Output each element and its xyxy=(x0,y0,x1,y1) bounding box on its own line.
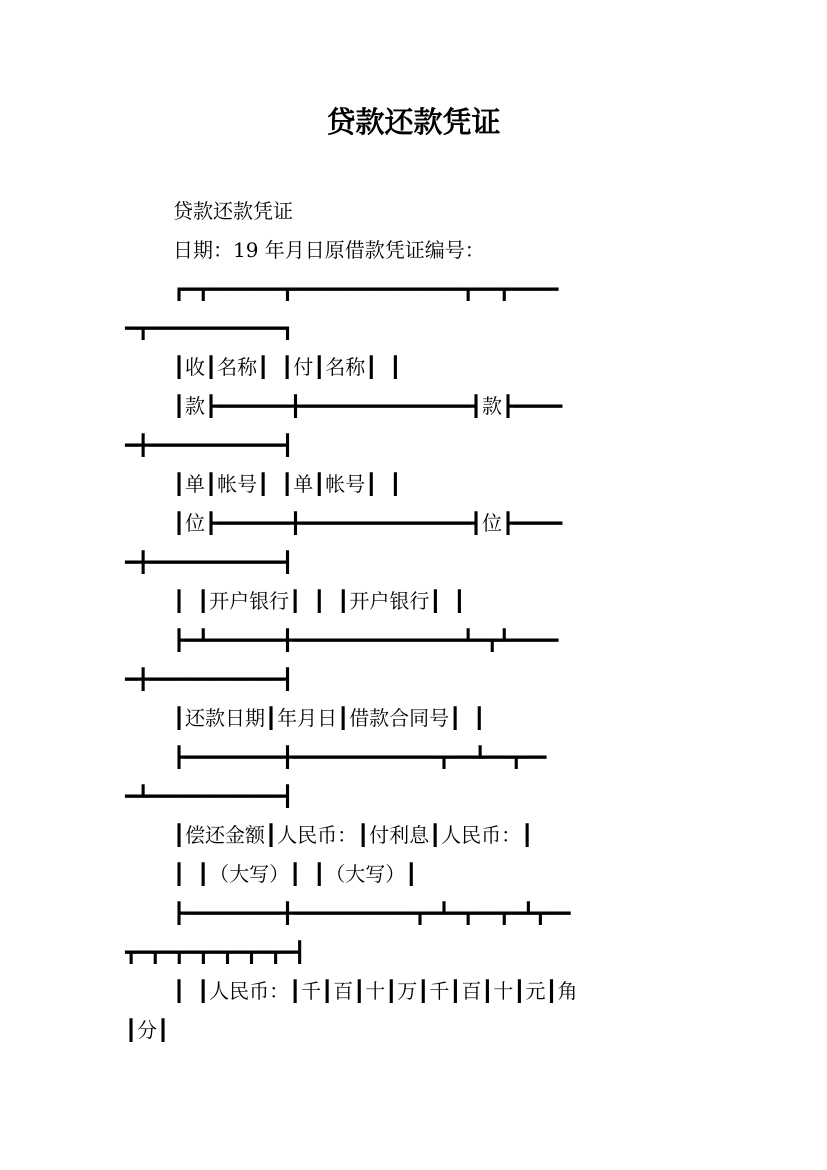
document-title: 贷款还款凭证 xyxy=(326,105,501,139)
table-line: ┃分┃ xyxy=(125,1018,170,1042)
table-line: ━┻━━━━━━━━━━━┫ xyxy=(125,784,294,808)
table-line: ━╋━━━━━━━━━━━┫ xyxy=(125,433,294,457)
table-line: ┃单┃帐号┃ ┃单┃帐号┃ ┃ xyxy=(173,472,402,496)
table-line: ┃收┃名称┃ ┃付┃名称┃ ┃ xyxy=(173,355,402,379)
subtitle-line: 贷款还款凭证 xyxy=(173,199,293,223)
table-line: ┣━┻━━━━━━╋━━━━━━━━━━━━━━┻━┳┻━━━━ xyxy=(173,628,559,652)
table-line: ┣━━━━━━━━╋━━━━━━━━━━┳━┻━┳━━┳━┻┳━━ xyxy=(173,901,571,925)
table-line: ┃款┣━━━━━━╋━━━━━━━━━━━━━━┫款┣━━━━ xyxy=(173,394,563,418)
table-line: ┃ ┃人民币：┃千┃百┃十┃万┃千┃百┃十┃元┃角 xyxy=(173,979,578,1003)
table-line: ┃ ┃开户银行┃ ┃ ┃开户银行┃ ┃ xyxy=(173,589,466,613)
date-line: 日期：19 年月日原借款凭证编号： xyxy=(173,238,485,262)
table-line: ━╋━━━━━━━━━━━┫ xyxy=(125,667,294,691)
table-line: ━╋━━━━━━━━━━━┫ xyxy=(125,550,294,574)
table-line: ┃位┣━━━━━━╋━━━━━━━━━━━━━━┫位┣━━━━ xyxy=(173,511,563,535)
table-line: ┳━┳━┳━┳━┳━┳━┳━┫ xyxy=(125,940,306,964)
table-line: ┃偿还金额┃人民币：┃付利息┃人民币：┃ xyxy=(173,823,534,847)
table-line: ━┳━━━━━━━━━━━┓ xyxy=(125,316,294,340)
table-line: ┏━┳━━━━━━┳━━━━━━━━━━━━━━┳━━┳━━━━ xyxy=(173,277,559,301)
table-line: ┃ ┃（大写）┃ ┃（大写）┃ xyxy=(173,862,418,886)
table-line: ┃还款日期┃年月日┃借款合同号┃ ┃ xyxy=(173,706,486,730)
table-line: ┣━━━━━━━━╋━━━━━━━━━━━━┳━━┻━━┳━━ xyxy=(173,745,547,769)
